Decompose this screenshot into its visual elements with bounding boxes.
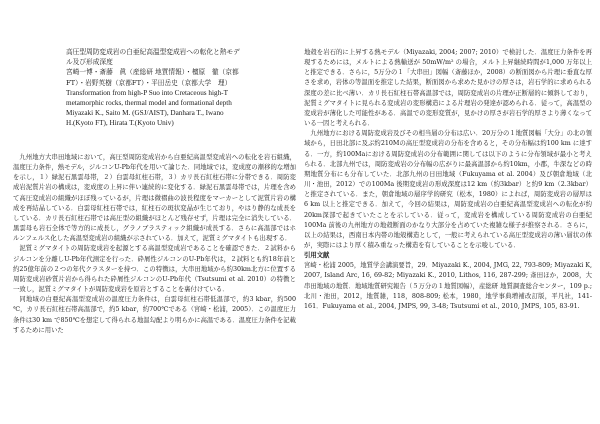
left-paragraph-3: 同地域の白亜紀高温型変成岩の温度圧力条件は，白雲母紅柱石帯低温部で，約3 kbar，約500 ℃，カリ長石紅柱石帯高温部で，約5 kbar，約700℃である（宮崎・松浦，2005）．この温度圧力条件は30 km で850℃を想定して得られる地温勾配より明らかに高温である．温度圧力条件を記載するために用いた [13, 296, 296, 334]
title-en-line-2: metamorphic rocks, thermal model and formational depth [66, 99, 232, 108]
authors-ja-line-1: 宮崎一博・斎藤 眞（産総研 地質情報）・檀原 徹（京都 [66, 68, 239, 77]
authors-ja-line-2: FT）・岩野英樹（京都FT）・平田岳史（京都大学 理） [66, 78, 232, 87]
right-column [304, 48, 592, 312]
title-en-line-1: Transformation from high-P Suo into Cretaceous high-T [66, 88, 228, 97]
left-paragraph-2: 泥質ミグマタイトの周防変成岩を起源とする高温型変成岩であることを確認できた．２試料からジルコンを分離しU-Pb年代測定を行った．砕屑性ジルコンのU-Pb年代は，２試料とも約18年前と約25億年前の２つの年代クラスターを持つ．この特徴は，大串田地域から約30km北方に位置する周防変成岩砂質片岩から得られた砕屑性ジルコンのU-Pb年代（Tsutsumi et al. 2010）の特徴と一致し，泥質ミグマタイトが周防変成岩を原岩とすることを裏付けている． [13, 245, 296, 294]
right-paragraph-1: 地殻を岩石的に上昇する熱モデル（Miyazaki, 2004; 2007; 2010）で検討した．温度圧力条件を再現するためには，メルトによる熱輸送が 50mW/m² の場合，メルト上昇継続時間が1,000 万年以上と推定できる．さらに，5万分の１「大串田」図幅（斎藤ほか，2008）の断面図から片理に垂直な厚さを求め，岩体の等温面を推定した結果，断面図から求めた見かけの厚さは，岩石学的に求められる深度の差に比べ薄い．カリ長石紅柱石帯高温部では，周防変成岩の片理が正断層的に傾斜しており，泥質ミグマタイトに見られる変成岩の変形構造による片理岩の発達が認められる．従って，高温型の変成岩が薄化した可能性がある．高温での変形変質が，見かけの厚さが岩石学的厚さより薄くなっている一因と考えられる． [304, 49, 592, 128]
right-paragraph-2: 九州地方における周防変成岩及びその相当層の分布は広い．20万分の１地質図幅「大分」の北の領域から，日田北部に及ぶ約210Mの高圧型変成岩の分布を含めると，その分布幅は約100 km に達する．一方，約100Maにおける周防変成岩の分布範囲に関しては以下のように分布領域が最小と考えられる．北部九州では，周防変成岩の分布幅の広がりに最高温部から約10km，小郡，牛深などの時期地質分布にも分布していた．北部九州の日田地域（Fukuyama et al. 2004）及び朝倉地域（北川・池田，2012）での100Ma 後期変成岩の形成深度は12 km（約3kbar）と約9 km（2.3kbar）と推定されている．また，朝倉地域の層序学的研究（松本，1980）によれば，周防変成岩の層厚は 6 km 以上と推定できる．加えて，今回の結果は，周防変成岩の白亜紀高温型変成岩への転化が約20km深部で起きていたことを示している．従って，変成岩を構成している周防変成岩の白亜紀 100Ma 前後の九州地方の地殻断面のかなり大部分を占めていた複雑な様子が推察される．さらに，以上の結果は，西南日本内帯の地殻構造として，一般に考えられている高圧型変成岩の薄い層状の体が，実際にはより厚く積み重なった構造を有していることを示唆している． [304, 130, 592, 249]
paper-header [66, 47, 296, 129]
left-column-body [13, 153, 296, 336]
title-ja-line-2: ル及び形成深度 [66, 58, 113, 67]
authors-en-line-2: H.(Kyoto FT), Hirata T.(Kyoto Univ) [66, 119, 174, 128]
references-heading: 引用文献 [304, 252, 330, 260]
references-list: 宮崎・松浦 2005，地質学会講演要旨，29．Miyazaki K., 2004, JMG, 22, 793-809; Miyazaki K, 2007, Island Arc, 16, 69-82; Miyazaki K., 2010, Lithos, 116, 287-299; 斎田ほか，2008，大串田地域の地質．地域地質研究報告（５万分の１地質図幅），産総研 地質調査総合センター，109 p.; 北川・池田，2012，地質雑，118，808-809; 松本，1980，地学事典増補改訂版，平凡社，141-161．Fukuyama et al., 2004, JMPS, 99, 3-48; Tsutsumi et al., 2010, JMPS, 105, 83-91. [304, 262, 592, 310]
left-paragraph-1: 九州地方大串田地域において，高圧型周防変成岩から白亜紀高温型変成岩への転化を岩石組織，温度圧力条件，熱モデル，ジルコンU-Pb年代を用いて論じた．同地域では，変成度の漸移的な増加を示し，１）緑泥石黒雲母帯，２）白雲母紅柱石帯，３）カリ長石紅柱石帯に分帯できる．周防変成岩泥質片岩の構成は，変成度の上昇に伴い連続的に変化する．緑泥石黒雲母帯では，片理を含めて高圧変成岩の組織がほぼ残っているが，片理は微褶曲の波長程度をマーカーとして泥質片岩の構成を再結晶している．白雲母紅柱石帯では，紅柱石の斑状変晶が生じており，やはり静的な成長をしている．カリ長石紅柱石帯では高圧型の組織がほとんど残存せず，片理は完全に消失している．黒雲母も岩石全体で等方的に成長し，グラノブラスティック組織が成長する．さらに高温部ではホルンフェルス化した高温型変成岩の組織が示されている．加えて，泥質ミグマタイトも出現する． [13, 154, 296, 243]
title-ja-line-1: 高圧型周防変成岩の白亜紀高温型変成岩への転化と熱モデ [66, 48, 240, 56]
authors-en-line-1: Miyazaki K., Saito M. (GSJ/AIST), Danhara T., Iwano [66, 109, 224, 118]
